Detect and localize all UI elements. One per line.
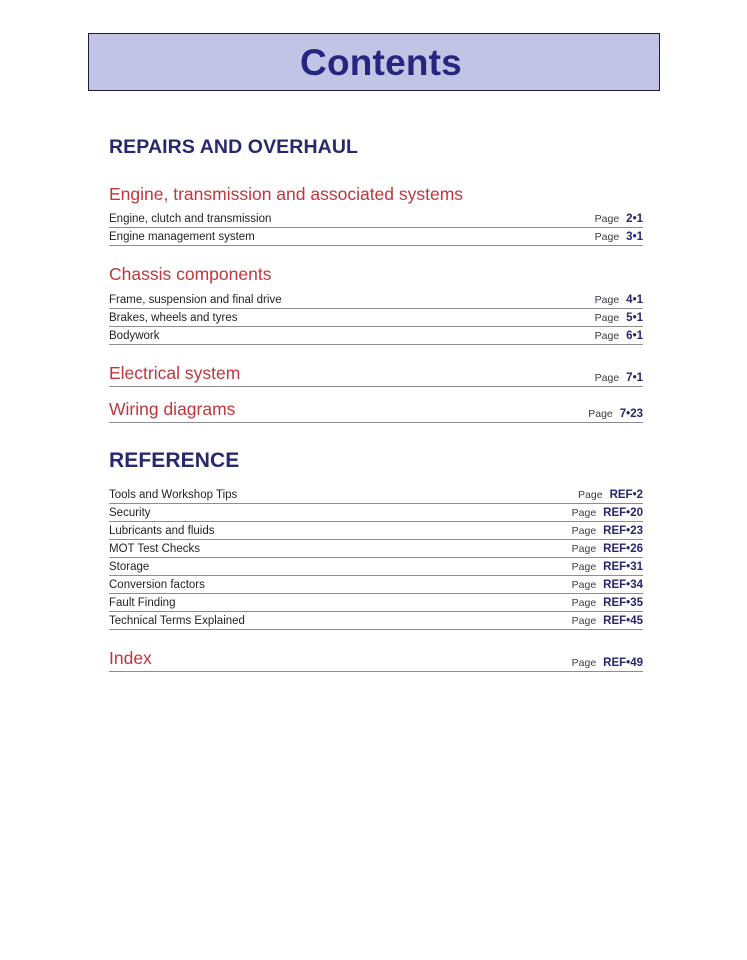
group-heading: Engine, transmission and associated systems (109, 184, 464, 204)
page-number: 5•1 (626, 311, 643, 324)
page-number: 2•1 (626, 213, 643, 226)
table-row[interactable] (109, 612, 643, 630)
page-word: Page (571, 561, 597, 573)
entry-page-ref (595, 213, 643, 225)
spacer (109, 345, 643, 364)
table-row[interactable] (109, 522, 643, 540)
page-number: REF•26 (603, 543, 643, 555)
page-word: Page (594, 293, 620, 306)
contents-banner (88, 33, 660, 91)
table-row[interactable] (109, 327, 643, 345)
entry-label: Engine, clutch and transmission (109, 213, 272, 226)
table-row[interactable] (109, 594, 643, 612)
group-chassis-components (109, 265, 643, 344)
entry-page-ref (588, 407, 643, 419)
entry-page-ref (595, 294, 643, 306)
page-word: Page (571, 615, 597, 627)
contents-body (109, 136, 643, 672)
table-row[interactable] (109, 504, 643, 522)
table-row[interactable] (109, 228, 643, 246)
page-word: Page (594, 311, 620, 324)
section-reference (109, 449, 643, 672)
table-row[interactable] (109, 540, 643, 558)
entry-page-ref (572, 597, 643, 609)
section-heading: REFERENCE (109, 449, 240, 472)
entry-label: Tools and Workshop Tips (109, 489, 238, 501)
entry-label: Security (109, 507, 151, 519)
table-row[interactable] (109, 486, 643, 504)
group-heading: Electrical system (109, 362, 241, 383)
page-number: REF•2 (609, 489, 643, 501)
entry-page-ref (572, 656, 643, 668)
entry-page-ref (595, 231, 643, 243)
spacer (109, 246, 643, 265)
page-number: 7•1 (626, 371, 643, 384)
entry-label: Fault Finding (109, 597, 176, 609)
entry-page-ref (595, 330, 643, 342)
entry-label: Bodywork (109, 329, 160, 342)
group-index[interactable] (109, 649, 643, 672)
page-number: REF•31 (603, 561, 643, 573)
group-wiring-diagrams[interactable] (109, 400, 643, 423)
section-repairs-and-overhaul (109, 136, 643, 423)
page-word: Page (571, 657, 597, 670)
page-number: REF•49 (603, 657, 643, 670)
page-number: 4•1 (626, 293, 643, 306)
entry-page-ref (572, 507, 643, 519)
entry-page-ref (572, 615, 643, 627)
group-heading-row[interactable] (109, 400, 643, 423)
page-word: Page (578, 489, 603, 501)
page-number: 7•23 (619, 408, 643, 420)
table-row[interactable] (109, 558, 643, 576)
spacer (109, 630, 643, 649)
entry-page-ref (572, 525, 643, 537)
spacer (109, 473, 643, 486)
entry-page-ref (595, 371, 643, 383)
entry-label: Technical Terms Explained (109, 615, 245, 627)
page-title: Contents (300, 41, 462, 83)
page-word: Page (594, 213, 620, 226)
table-row[interactable] (109, 291, 643, 309)
entry-label: Lubricants and fluids (109, 525, 215, 537)
page-word: Page (594, 231, 620, 244)
group-heading: Chassis components (109, 264, 272, 285)
group-heading-row[interactable] (109, 364, 643, 387)
entry-label: MOT Test Checks (109, 543, 200, 555)
entry-label: Frame, suspension and final drive (109, 293, 282, 306)
entry-label: Conversion factors (109, 579, 205, 591)
spacer (109, 159, 643, 185)
group-heading: Index (109, 648, 152, 668)
group-heading-row[interactable] (109, 649, 643, 672)
entry-label: Brakes, wheels and tyres (109, 311, 238, 324)
entry-page-ref (595, 312, 643, 324)
entry-page-ref (572, 543, 643, 555)
page-word: Page (571, 597, 597, 609)
page-number: 6•1 (626, 329, 643, 342)
page-number: REF•35 (603, 597, 643, 609)
table-row[interactable] (109, 309, 643, 327)
entry-page-ref (572, 579, 643, 591)
spacer (109, 423, 643, 449)
section-heading: REPAIRS AND OVERHAUL (109, 136, 359, 158)
page-word: Page (571, 507, 597, 519)
page-number: REF•20 (603, 507, 643, 519)
entry-label: Storage (109, 561, 150, 573)
table-row[interactable] (109, 576, 643, 594)
spacer (109, 387, 643, 400)
table-row[interactable] (109, 210, 643, 228)
page-number: REF•45 (603, 615, 643, 627)
page-word: Page (571, 525, 597, 537)
page-word: Page (594, 371, 620, 384)
page-word: Page (571, 543, 597, 555)
group-engine-transmission (109, 185, 643, 246)
group-reference-entries (109, 486, 643, 630)
page-number: 3•1 (626, 231, 643, 244)
group-heading: Wiring diagrams (109, 398, 236, 419)
page-word: Page (594, 329, 620, 342)
group-electrical-system[interactable] (109, 364, 643, 387)
page-word: Page (588, 408, 613, 420)
entry-page-ref (578, 489, 643, 501)
entry-page-ref (572, 561, 643, 573)
entry-label: Engine management system (109, 231, 255, 244)
page-number: REF•23 (603, 525, 643, 537)
page-word: Page (571, 579, 597, 591)
page-number: REF•34 (603, 579, 643, 591)
